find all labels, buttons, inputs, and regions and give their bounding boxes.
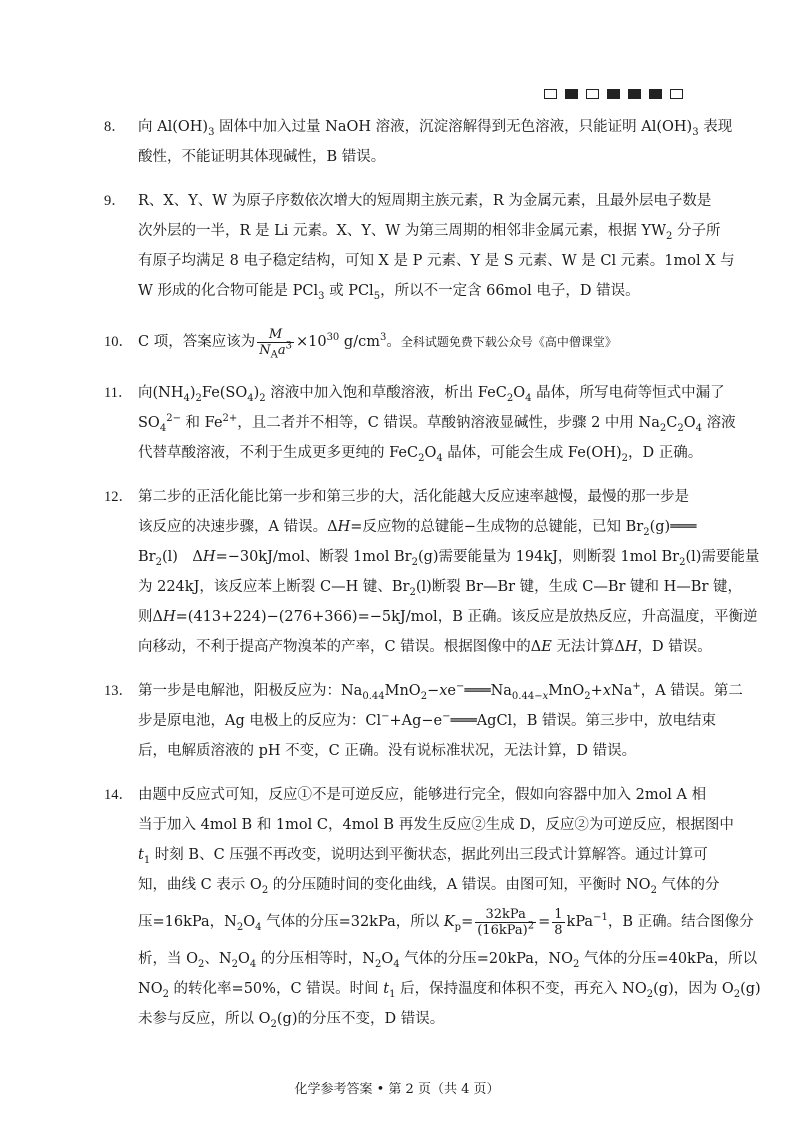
item-text xyxy=(138,780,761,1034)
text-line: 当于加入 4mol B 和 1mol C，4mol B 再发生反应②生成 D，反应②为可逆反应，根据图中 xyxy=(138,817,734,833)
text-line: W 形成的化合物可能是 PCl$_3$ 或 PCl$_5$，所以不一定含 66mol 电子，D 错误。 xyxy=(138,283,640,302)
text-line: 知，曲线 C 表示 $O_2$ 的分压随时间的变化曲线，A 错误。由图可知，平衡时 $NO_2$ 气体的分 xyxy=(138,877,720,896)
item-number: 10． xyxy=(104,334,133,350)
text-line: 为 224kJ，该反应苯上断裂 C—H 键、$Br_2(l)$断裂 Br—Br 键，生成 C—Br 键和 H—Br 键， xyxy=(138,579,743,598)
item-number: 12． xyxy=(104,489,133,505)
empty-square-mark xyxy=(544,89,557,99)
empty-square-mark xyxy=(586,89,599,99)
item-text xyxy=(138,320,704,364)
text-line: 代替草酸溶液，不利于生成更多更纯的 $FeC_2O_4$ 晶体，可能会生成 $Fe(OH)_2$，D 正确。 xyxy=(138,445,703,464)
text-line: 步是原电池，Ag 电极上的反应为：Cl−+Ag−e−═══AgCl，B 错误。第三步中，放电结束 xyxy=(138,711,716,729)
text-line: $SO_4^{2-}$ 和 $Fe^{2+}$，且二者并不相等，C 错误。草酸钠溶液显碱性，步骤 2 中用 $Na_2C_2O_4$ 溶液 xyxy=(138,413,736,434)
text-line: 压=16kPa，$N_2O_4$ 气体的分压=32kPa，所以 $K_p=$ $\frac{\text{32kPa}}{(16kPa)^2}$ = $\frac{1}{8}$ kPa$^{-1}$，B 正确。结合图像分 xyxy=(138,906,754,938)
text-line: 由题中反应式可知，反应①不是可逆反应，能够进行完全，假如向容器中加入 2mol A 相 xyxy=(138,787,707,803)
text-line: 第二步的正活化能比第一步和第三步的大，活化能越大反应速率越慢，最慢的那一步是 xyxy=(138,489,689,505)
item-number: 13． xyxy=(104,683,133,699)
filled-square-mark xyxy=(649,89,662,99)
answer-item xyxy=(104,186,735,306)
text-line: $Br_2(l)$ ΔH=−30kJ/mol、断裂 1mol $Br_2(g)$需要能量为 194kJ，则断裂 1mol $Br_2(l)$需要能量 xyxy=(138,549,760,568)
item-text xyxy=(138,378,736,468)
item-number: 11． xyxy=(104,385,133,401)
item-text xyxy=(138,482,759,662)
item-text xyxy=(138,186,735,306)
answer-item xyxy=(104,482,760,662)
text-line: $NO_2$ 的转化率=50%，C 错误。时间 $t_1$ 后，保持温度和体积不变，再充入 $NO_2(g)$，因为 $O_2(g)$ xyxy=(138,981,761,1000)
answer-item xyxy=(104,676,743,766)
text-line: 酸性，不能证明其体现碱性，B 错误。 xyxy=(138,149,386,165)
answer-content xyxy=(104,112,761,1048)
item-text xyxy=(138,676,743,766)
text-line: 有原子均满足 8 电子稳定结构，可知 X 是 P 元素、Y 是 S 元素、W 是 Cl 元素。1mol X 与 xyxy=(138,253,735,269)
text-line: 析，当 $O_2$、$N_2O_4$ 的分压相等时，$N_2O_4$ 气体的分压=20kPa，$NO_2$ 气体的分压=40kPa，所以 xyxy=(138,951,758,970)
page-footer: 化学参考答案 • 第 2 页（共 4 页） xyxy=(294,1082,500,1097)
text-line: 未参与反应，所以 $O_2(g)$的分压不变，D 错误。 xyxy=(138,1011,445,1030)
item-number: 14． xyxy=(104,787,133,803)
text-line: 第一步是电解池，阳极反应为：$Na_{0.44}MnO_2-xe^-═══Na_{0.44-x}MnO_2+xNa^+$，A 错误。第二 xyxy=(138,681,743,702)
filled-square-mark xyxy=(628,89,641,99)
text-line: 该反应的决速步骤，A 错误。ΔH=反应物的总键能−生成物的总键能，已知 $Br_2(g)═══$ xyxy=(138,519,697,538)
empty-square-mark xyxy=(670,89,683,99)
item-text xyxy=(138,112,732,172)
text-line: 向移动，不利于提高产物溴苯的产率，C 错误。根据图像中的ΔE 无法计算ΔH，D 错误。 xyxy=(138,639,712,655)
item-number: 9． xyxy=(104,193,126,209)
text-line: $t_1$ 时刻 B、C 压强不再改变，说明达到平衡状态，据此列出三段式计算解答。通过计算可 xyxy=(138,847,708,866)
text-line: R、X、Y、W 为原子序数依次增大的短周期主族元素，R 为金属元素，且最外层电子数是 xyxy=(138,193,712,209)
answer-item xyxy=(104,320,704,364)
text-line: 向$(NH_4)_2Fe(SO_4)_2$ 溶液中加入饱和草酸溶液，析出 $FeC_2O_4$ 晶体，所写电荷等恒式中漏了 xyxy=(138,385,725,404)
header-marks xyxy=(544,89,683,99)
text-line: 则ΔH=(413+224)−(276+366)=−5kJ/mol，B 正确。该反应是放热反应，升高温度，平衡逆 xyxy=(138,609,758,625)
text-line: 向 $Al(OH)_3$ 固体中加入过量 NaOH 溶液，沉淀溶解得到无色溶液，只能证明 $Al(OH)_3$ 表现 xyxy=(138,119,733,138)
answer-item xyxy=(104,378,736,468)
filled-square-mark xyxy=(607,89,620,99)
answer-item xyxy=(104,780,761,1034)
text-line: 次外层的一半，R 是 Li 元素。X、Y、W 为第三周期的相邻非金属元素，根据 $YW_2$ 分子所 xyxy=(138,223,721,242)
filled-square-mark xyxy=(565,89,578,99)
text-line: C 项，答案应该为 $\frac{M}{N_Aa^3}$ $\times 10^{30}$ $g/cm^3$。全科试题免费下载公众号《高中僧课堂》 xyxy=(138,326,617,361)
answer-item xyxy=(104,112,733,172)
item-number: 8． xyxy=(104,119,126,135)
text-line: 后，电解质溶液的 pH 不变，C 正确。没有说标准状况，无法计算，D 错误。 xyxy=(138,743,637,759)
